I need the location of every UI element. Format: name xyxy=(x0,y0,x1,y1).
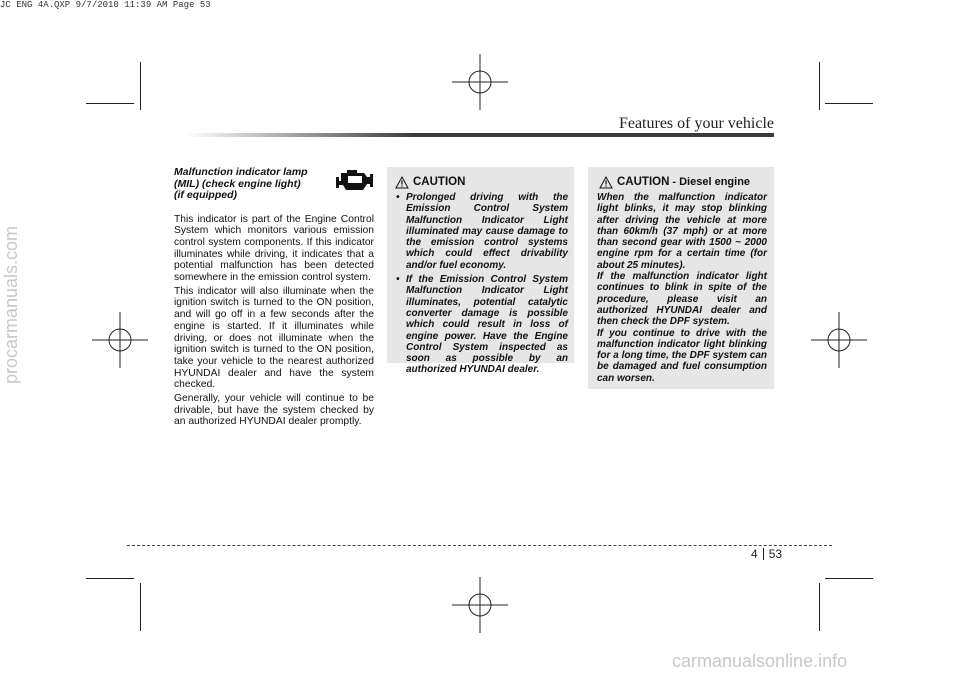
section-title-line: (if equipped) xyxy=(174,189,237,201)
section-title xyxy=(174,167,324,202)
print-slug-line: JC ENG 4A.QXP 9/7/2010 11:39 AM Page 53 xyxy=(0,0,211,10)
caution-header xyxy=(395,174,465,190)
header-rule-fade xyxy=(186,133,416,137)
warning-triangle-icon xyxy=(599,176,613,189)
warning-triangle-icon xyxy=(395,176,409,189)
caution-paragraph: If the malfunction indicator light continues to blink in spite of the procedure, please visit an authorized HYUNDAI dealer and then check the DPF system. xyxy=(597,271,767,328)
registration-mark-bottom xyxy=(452,577,508,633)
watermark-bottom: carmanualsonline.info xyxy=(672,651,848,671)
mil-section xyxy=(174,167,374,430)
caution-paragraph: When the malfunction indicator light blinks, it may stop blinking after driving the vehicle at more than 60km/h (37 mph) or at more than second gear with 1500 ~ 2000 engine rpm for a certain time (for about 25 minutes). xyxy=(597,192,767,271)
watermark-left: procarmanuals.com xyxy=(1,225,21,385)
section-title-line: Malfunction indicator lamp xyxy=(174,166,308,178)
page-number xyxy=(751,547,782,561)
registration-mark-right xyxy=(811,312,867,368)
caution-header xyxy=(599,174,750,190)
chapter-number: 4 xyxy=(751,547,758,561)
section-title-line: (MIL) (check engine light) xyxy=(174,177,301,190)
caution-paragraph: If you continue to drive with the malfunction indicator light blinking for a long time, the DPF system can be damaged and fuel consumption can worsen. xyxy=(597,327,767,384)
caution-box-diesel xyxy=(588,167,774,389)
caution-paragraphs xyxy=(597,192,767,384)
caution-bullet: • Prolonged driving with the Emission Control System Malfunction Indicator Light illuminated may cause damage to the emission control systems which could effect drivability and/or fuel economy. xyxy=(396,192,568,271)
section-paragraph: This indicator will also illuminate when the ignition switch is turned to the ON position, and will go off in a few seconds after the engine is started. If it illuminates while driving, or does not illuminate when the ignition switch is turned to the ON position, take your vehicle to the nearest authorized HYUNDAI dealer and have the system checked. xyxy=(174,285,374,391)
header-title: Features of your vehicle xyxy=(618,115,774,132)
caution-label: CAUTION xyxy=(413,176,466,188)
registration-mark-top xyxy=(452,54,508,110)
caution-sublabel: - Diesel engine xyxy=(672,176,751,188)
section-paragraph: Generally, your vehicle will continue to be drivable, but have the system checked by an authorized HYUNDAI dealer promptly. xyxy=(174,393,374,428)
registration-mark-left xyxy=(92,312,148,368)
caution-label: CAUTION xyxy=(617,176,670,188)
caution-bullet: • If the Emission Control System Malfunction Indicator Light illuminates, potential catalytic converter damage is possible which could result in loss of engine power. Have the Engine Control System inspected as soon as possible by an authorized HYUNDAI dealer. xyxy=(396,274,568,376)
check-engine-icon xyxy=(334,167,374,193)
caution-box-emission xyxy=(387,167,574,376)
footer-dashed-rule xyxy=(127,545,832,546)
page-number-separator xyxy=(763,548,764,560)
section-paragraph: This indicator is part of the Engine Control System which monitors various emission control system components. If this indicator illuminates while driving, it indicates that a potential malfunction has been detected somewhere in the emission control system. xyxy=(174,213,374,284)
caution-bullets xyxy=(396,192,568,379)
page-number-value: 53 xyxy=(768,547,783,561)
